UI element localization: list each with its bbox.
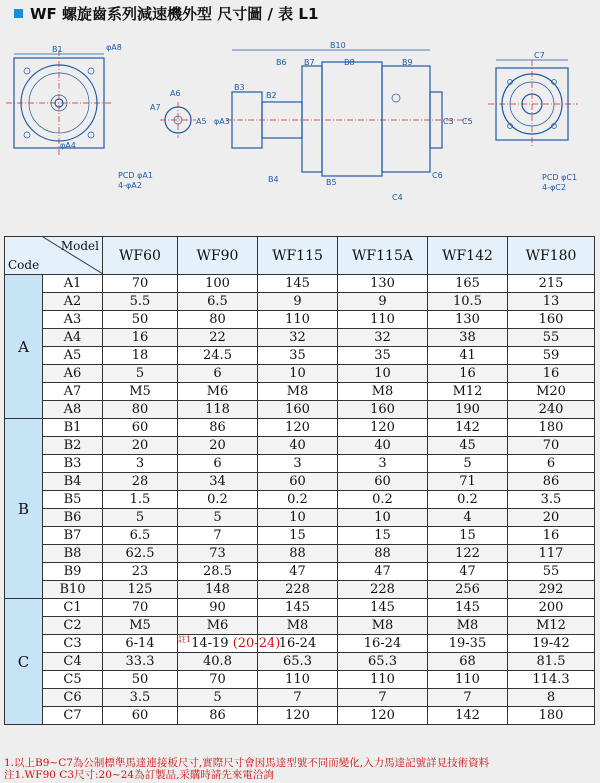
label-b5: B5 (326, 178, 337, 187)
label-c1: PCD φC1 (542, 173, 578, 182)
value-cell: 18 (103, 347, 178, 365)
value-cell: 19-35 (428, 635, 508, 653)
table-row (5, 671, 595, 689)
value-cell: 80 (103, 401, 178, 419)
value-cell: 60 (103, 419, 178, 437)
table-row (5, 365, 595, 383)
label-b9: B9 (402, 58, 413, 67)
value-cell: 3 (338, 455, 428, 473)
value-cell: 41 (428, 347, 508, 365)
value-cell: 7 (258, 689, 338, 707)
value-cell: 240 (508, 401, 595, 419)
code-cell: C6 (43, 689, 103, 707)
value-cell: 50 (103, 671, 178, 689)
value-cell: 3 (103, 455, 178, 473)
table-row (5, 383, 595, 401)
value-cell: 5 (178, 509, 258, 527)
value-cell: 145 (338, 599, 428, 617)
page-title: WF 螺旋齒系列減速機外型 尺寸圖 / 表 L1 (30, 5, 319, 23)
value-cell: 165 (428, 275, 508, 293)
value-cell: 6 (178, 365, 258, 383)
value-cell: 110 (338, 671, 428, 689)
value-cell: 6-14 (103, 635, 178, 653)
value-cell: 15 (258, 527, 338, 545)
value-cell: 114.3 (508, 671, 595, 689)
value-cell: M8 (258, 617, 338, 635)
value-cell: 9 (338, 293, 428, 311)
label-b6: B6 (276, 58, 287, 67)
value-cell: 7 (178, 527, 258, 545)
value-cell: 0.2 (258, 491, 338, 509)
value-cell: 5 (178, 689, 258, 707)
value-cell: 0.2 (338, 491, 428, 509)
value-cell: 55 (508, 563, 595, 581)
value-cell: M6 (178, 617, 258, 635)
value-cell: 47 (258, 563, 338, 581)
value-cell: 70 (508, 437, 595, 455)
code-cell: C4 (43, 653, 103, 671)
value-cell: 4 (428, 509, 508, 527)
value-cell: 38 (428, 329, 508, 347)
value-cell: 65.3 (258, 653, 338, 671)
code-cell: B1 (43, 419, 103, 437)
custom-range-note: (20-24) (232, 635, 281, 651)
value-cell: 16 (428, 365, 508, 383)
value-cell: 292 (508, 581, 595, 599)
table-row (5, 401, 595, 419)
value-cell: 16-24 (338, 635, 428, 653)
value-cell: 8 (508, 689, 595, 707)
code-cell: C1 (43, 599, 103, 617)
table-row (5, 293, 595, 311)
footnote: 1.以上B9~C7為公制標準馬達連接板尺寸,實際尺寸會因馬達型號不同而變化,入力馬達記號詳見技術資料 (4, 757, 490, 769)
value-cell: 45 (428, 437, 508, 455)
label-b8: B8 (344, 58, 355, 67)
code-cell: A8 (43, 401, 103, 419)
value-cell: 32 (338, 329, 428, 347)
value-cell: M8 (338, 383, 428, 401)
value-cell: 16 (103, 329, 178, 347)
value-cell: 68 (428, 653, 508, 671)
value-cell: 88 (258, 545, 338, 563)
label-a8: φA8 (106, 43, 122, 52)
page-header (0, 0, 600, 28)
header-code-label: Code (8, 258, 40, 272)
value-cell: 28.5 (178, 563, 258, 581)
value-cell: M12 (428, 383, 508, 401)
value-cell: 110 (258, 311, 338, 329)
value-cell: M20 (508, 383, 595, 401)
model-header: WF90 (178, 237, 258, 275)
dimension-table (4, 236, 595, 725)
group-label: C (5, 599, 43, 725)
value-cell: 47 (338, 563, 428, 581)
value-cell: 15 (428, 527, 508, 545)
cell-value: 14-19 (191, 635, 229, 651)
value-cell: 13 (508, 293, 595, 311)
code-cell: B4 (43, 473, 103, 491)
code-cell: B8 (43, 545, 103, 563)
value-cell: 90 (178, 599, 258, 617)
value-cell: 10 (258, 365, 338, 383)
value-cell: 55 (508, 329, 595, 347)
table-row (5, 635, 595, 653)
code-cell: B7 (43, 527, 103, 545)
value-cell: M12 (508, 617, 595, 635)
value-cell: 34 (178, 473, 258, 491)
header-model-label: Model (60, 239, 99, 253)
table-row (5, 617, 595, 635)
footnotes (4, 757, 596, 781)
value-cell: 110 (338, 311, 428, 329)
value-cell: 148 (178, 581, 258, 599)
value-cell: 70 (178, 671, 258, 689)
value-cell: 130 (338, 275, 428, 293)
value-cell: 16-24 (258, 635, 338, 653)
value-cell: 256 (428, 581, 508, 599)
code-cell: A5 (43, 347, 103, 365)
group-label: A (5, 275, 43, 419)
value-cell: 20 (178, 437, 258, 455)
code-cell: B3 (43, 455, 103, 473)
value-cell: M8 (258, 383, 338, 401)
value-cell: 3.5 (103, 689, 178, 707)
value-cell: 59 (508, 347, 595, 365)
value-cell: 228 (338, 581, 428, 599)
title-bullet-icon (14, 9, 23, 18)
value-cell: 120 (338, 707, 428, 725)
value-cell: 145 (258, 275, 338, 293)
code-cell: B2 (43, 437, 103, 455)
label-b7: B7 (304, 58, 315, 67)
model-header: WF115A (338, 237, 428, 275)
label-a4: φA4 (60, 141, 76, 150)
table-row (5, 599, 595, 617)
value-cell (178, 634, 281, 653)
value-cell: 6.5 (178, 293, 258, 311)
code-cell: A2 (43, 293, 103, 311)
value-cell: 10 (338, 509, 428, 527)
value-cell: 70 (103, 275, 178, 293)
note-mark: 註1 (178, 634, 192, 644)
table-row (5, 653, 595, 671)
value-cell: 145 (428, 599, 508, 617)
model-header: WF142 (428, 237, 508, 275)
value-cell: 88 (338, 545, 428, 563)
code-cell: B10 (43, 581, 103, 599)
value-cell: 0.2 (178, 491, 258, 509)
value-cell: 20 (508, 509, 595, 527)
label-c2: 4-φC2 (542, 183, 566, 192)
table-row (5, 707, 595, 725)
value-cell: 130 (428, 311, 508, 329)
value-cell: 60 (338, 473, 428, 491)
value-cell: 22 (178, 329, 258, 347)
right-flange-view (488, 51, 578, 192)
value-cell: 65.3 (338, 653, 428, 671)
value-cell: 180 (508, 707, 595, 725)
table-row (5, 491, 595, 509)
dimension-drawing (0, 30, 600, 230)
value-cell: 180 (508, 419, 595, 437)
code-cell: A6 (43, 365, 103, 383)
value-cell: 16 (508, 365, 595, 383)
code-cell: A3 (43, 311, 103, 329)
value-cell: 190 (428, 401, 508, 419)
value-cell: 117 (508, 545, 595, 563)
value-cell: 16 (508, 527, 595, 545)
code-cell: A4 (43, 329, 103, 347)
table-row (5, 329, 595, 347)
left-flange-view (6, 43, 153, 190)
value-cell: 120 (258, 707, 338, 725)
value-cell: 7 (338, 689, 428, 707)
value-cell: 5 (103, 509, 178, 527)
table-row (5, 509, 595, 527)
value-cell: 110 (428, 671, 508, 689)
label-a7: A7 (150, 103, 161, 112)
value-cell: 40.8 (178, 653, 258, 671)
table-row (5, 419, 595, 437)
value-cell: 3.5 (508, 491, 595, 509)
code-cell: B9 (43, 563, 103, 581)
value-cell: 3 (258, 455, 338, 473)
value-cell: 20 (103, 437, 178, 455)
side-view (214, 41, 473, 202)
value-cell: 81.5 (508, 653, 595, 671)
value-cell: 73 (178, 545, 258, 563)
value-cell: 118 (178, 401, 258, 419)
value-cell: 28 (103, 473, 178, 491)
table-row (5, 437, 595, 455)
value-cell: 215 (508, 275, 595, 293)
value-cell: M6 (178, 383, 258, 401)
group-label: B (5, 419, 43, 599)
value-cell: 1.5 (103, 491, 178, 509)
value-cell: M8 (338, 617, 428, 635)
value-cell: M5 (103, 383, 178, 401)
value-cell: 40 (258, 437, 338, 455)
value-cell: 110 (258, 671, 338, 689)
value-cell: 5 (103, 365, 178, 383)
header-corner (5, 237, 103, 275)
value-cell: 9 (258, 293, 338, 311)
value-cell: 33.3 (103, 653, 178, 671)
model-header: WF60 (103, 237, 178, 275)
code-cell: B6 (43, 509, 103, 527)
value-cell: 47 (428, 563, 508, 581)
value-cell: 125 (103, 581, 178, 599)
code-cell: B5 (43, 491, 103, 509)
table-row (5, 455, 595, 473)
label-b10: B10 (330, 41, 346, 50)
value-cell: 86 (178, 707, 258, 725)
value-cell: 6 (178, 455, 258, 473)
table-row (5, 563, 595, 581)
footnote: 注1.WF90 C3尺寸:20~24為訂製品,采購時請先來電洽詢 (4, 769, 274, 781)
label-a2: 4-φA2 (118, 181, 142, 190)
label-c7: C7 (534, 51, 545, 60)
value-cell: 160 (338, 401, 428, 419)
value-cell: 15 (338, 527, 428, 545)
label-c6: C6 (432, 171, 443, 180)
value-cell: 6 (508, 455, 595, 473)
value-cell: 228 (258, 581, 338, 599)
model-header: WF115 (258, 237, 338, 275)
label-b3: B3 (234, 83, 245, 92)
value-cell: 142 (428, 419, 508, 437)
value-cell: 5 (428, 455, 508, 473)
label-b1: B1 (52, 45, 63, 54)
table-row (5, 581, 595, 599)
value-cell: 50 (103, 311, 178, 329)
value-cell: 70 (103, 599, 178, 617)
value-cell: 7 (428, 689, 508, 707)
value-cell: 10 (338, 365, 428, 383)
table-header-row (5, 237, 595, 275)
code-cell: A1 (43, 275, 103, 293)
value-cell: 35 (258, 347, 338, 365)
value-cell: 62.5 (103, 545, 178, 563)
value-cell: 120 (258, 419, 338, 437)
label-a5: A5 (196, 117, 207, 126)
value-cell: 60 (258, 473, 338, 491)
value-cell: 35 (338, 347, 428, 365)
value-cell: 142 (428, 707, 508, 725)
value-cell: 120 (338, 419, 428, 437)
label-c5: C5 (462, 117, 473, 126)
value-cell: M5 (103, 617, 178, 635)
code-cell: A7 (43, 383, 103, 401)
value-cell: 145 (258, 599, 338, 617)
value-cell: 10.5 (428, 293, 508, 311)
table-row (5, 473, 595, 491)
value-cell: M8 (428, 617, 508, 635)
label-c4: C4 (392, 193, 403, 202)
shaft-end-view (150, 89, 207, 138)
table-row (5, 347, 595, 365)
label-a3: φA3 (214, 117, 230, 126)
table-body (5, 275, 595, 725)
code-cell: C2 (43, 617, 103, 635)
code-cell: C5 (43, 671, 103, 689)
value-cell: 86 (178, 419, 258, 437)
value-cell: 200 (508, 599, 595, 617)
value-cell: 10 (258, 509, 338, 527)
value-cell: 23 (103, 563, 178, 581)
value-cell: 71 (428, 473, 508, 491)
label-b2: B2 (266, 91, 277, 100)
value-cell: 6.5 (103, 527, 178, 545)
label-b4: B4 (268, 175, 279, 184)
value-cell: 86 (508, 473, 595, 491)
code-cell: C3 (43, 635, 103, 653)
table-row (5, 311, 595, 329)
code-cell: C7 (43, 707, 103, 725)
table-row (5, 545, 595, 563)
value-cell: 160 (258, 401, 338, 419)
value-cell: 60 (103, 707, 178, 725)
table-row (5, 689, 595, 707)
table-row (5, 527, 595, 545)
value-cell: 40 (338, 437, 428, 455)
table-row (5, 275, 595, 293)
value-cell: 32 (258, 329, 338, 347)
model-header: WF180 (508, 237, 595, 275)
value-cell: 160 (508, 311, 595, 329)
value-cell: 80 (178, 311, 258, 329)
label-a6: A6 (170, 89, 181, 98)
label-a1: PCD φA1 (118, 171, 153, 180)
value-cell: 122 (428, 545, 508, 563)
value-cell: 100 (178, 275, 258, 293)
value-cell: 0.2 (428, 491, 508, 509)
label-c3: C3 (443, 117, 454, 126)
value-cell: 24.5 (178, 347, 258, 365)
value-cell: 19-42 (508, 635, 595, 653)
value-cell: 5.5 (103, 293, 178, 311)
